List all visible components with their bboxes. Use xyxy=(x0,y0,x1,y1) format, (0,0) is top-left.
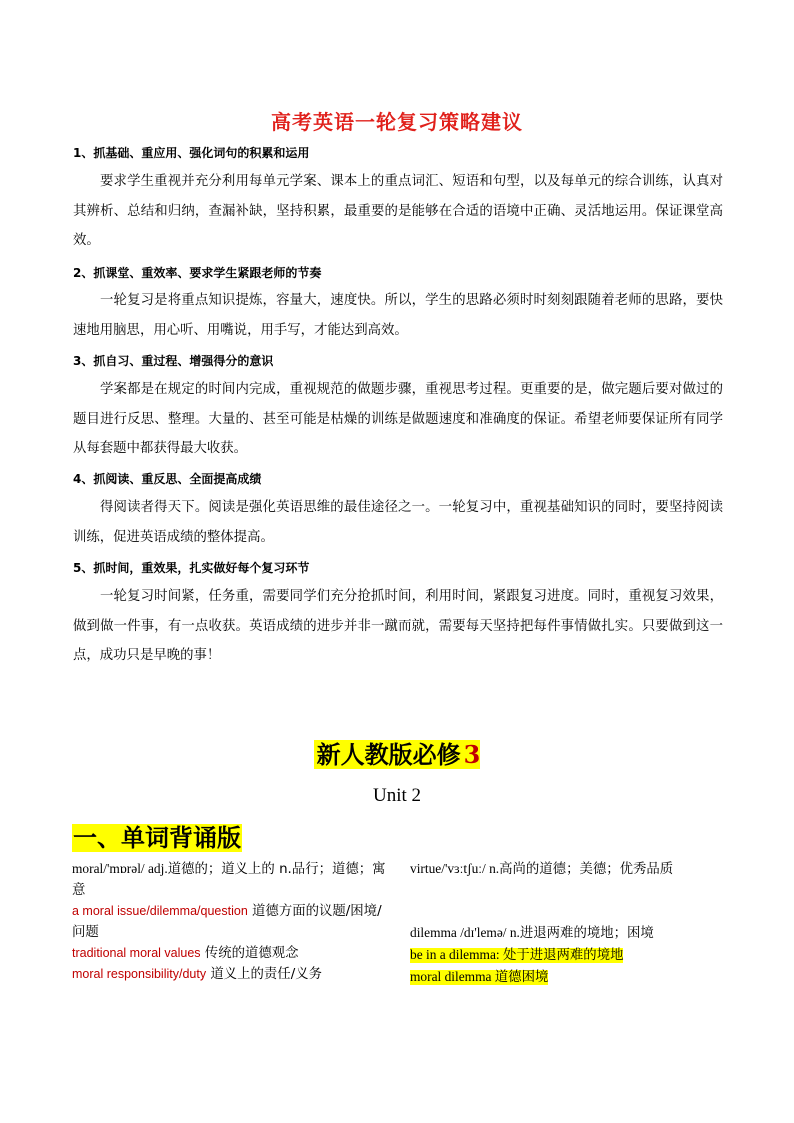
phrase-moral-responsibility xyxy=(72,964,390,985)
word-dilemma-meaning: 进退两难的境地；困境 xyxy=(519,926,654,941)
word-moral: moral/'mɒrəl/ adj. xyxy=(72,861,168,876)
unit-subtitle: Unit 2 xyxy=(372,785,422,806)
vocab-right-column xyxy=(410,858,730,988)
phrase-moral-responsibility-cn: 道义上的责任/义务 xyxy=(206,967,322,982)
phrase-moral-issue-cn: 道德方面的议题/困境/问题 xyxy=(72,904,382,940)
phrase-traditional-values xyxy=(72,943,390,964)
vocab-heading-text: 一、单词背诵版 xyxy=(73,824,241,852)
unit-title-number: 3 xyxy=(463,740,481,769)
word-virtue-meaning: 高尚的道德；美德；优秀品质 xyxy=(499,862,674,877)
section-body-1: 要求学生重视并充分利用每单元学案、课本上的重点词汇、短语和句型，以及每单元的综合训练，认真对其辨析、总结和归纳，查漏补缺，坚持积累，最重要的是能够在合适的语境中正确、灵活地运用。保证课堂高效。 xyxy=(73,174,723,248)
section-body-3: 学案都是在规定的时间内完成，重视规范的做题步骤，重视思考过程。更重要的是，做完题后要对做过的题目进行反思、整理。大量的、甚至可能是枯燥的训练是做题速度和准确度的保证。希望老师要保证所有同学从每套题中都获得最大收获。 xyxy=(73,382,723,456)
example-be-in-dilemma-en: be in a dilemma: xyxy=(410,947,503,962)
unit-title xyxy=(0,735,794,770)
phrase-moral-issue xyxy=(72,901,390,943)
word-moral-meaning: 道德的；道义上的 n.品行；道德；寓意 xyxy=(72,862,386,898)
spacer xyxy=(410,880,730,901)
phrase-moral-issue-en: a moral issue/dilemma/question xyxy=(72,904,248,918)
vocab-entry-dilemma xyxy=(410,922,730,944)
example-moral-dilemma-cn: 道德困境 xyxy=(494,970,549,985)
spacer xyxy=(410,901,730,922)
section-heading-2: 2、抓课堂、重效率、要求学生紧跟老师的节奏 xyxy=(73,266,322,280)
word-dilemma: dilemma /dɪ'lemə/ n. xyxy=(410,925,520,940)
vocab-heading xyxy=(72,818,242,853)
page-title: 高考英语一轮复习策略建议 xyxy=(271,110,523,134)
example-be-in-dilemma-cn: 处于进退两难的境地 xyxy=(502,948,624,963)
word-virtue: virtue/'vɜːtʃuː/ n. xyxy=(410,861,500,876)
section-body-2: 一轮复习是将重点知识提炼，容量大，速度快。所以，学生的思路必须时时刻刻跟随着老师的思路，要快速地用脑思，用心听、用嘴说，用手写，才能达到高效。 xyxy=(73,293,723,338)
example-moral-dilemma xyxy=(410,966,730,988)
section-heading-1: 1、抓基础、重应用、强化词句的积累和运用 xyxy=(73,146,310,160)
example-moral-dilemma-en: moral dilemma xyxy=(410,969,495,984)
vocab-entry-virtue xyxy=(410,858,730,880)
section-heading-5: 5、抓时间，重效果，扎实做好每个复习环节 xyxy=(73,561,310,575)
section-body-5: 一轮复习时间紧，任务重，需要同学们充分抢抓时间，利用时间，紧跟复习进度。同时，重视复习效果，做到做一件事，有一点收获。英语成绩的进步并非一蹴而就，需要每天坚持把每件事情做扎实。只要做到这一点，成功只是早晚的事！ xyxy=(73,589,723,663)
phrase-moral-responsibility-en: moral responsibility/duty xyxy=(72,967,207,981)
example-be-in-dilemma xyxy=(410,944,730,966)
section-heading-3: 3、抓自习、重过程、增强得分的意识 xyxy=(73,354,274,368)
section-body-4: 得阅读者得天下。阅读是强化英语思维的最佳途径之一。一轮复习中，重视基础知识的同时，要坚持阅读训练，促进英语成绩的整体提高。 xyxy=(73,500,723,545)
unit-title-text: 新人教版必修 xyxy=(314,740,464,769)
vocab-left-column xyxy=(72,858,390,985)
section-heading-4: 4、抓阅读、重反思、全面提高成绩 xyxy=(73,472,262,486)
phrase-traditional-values-en: traditional moral values xyxy=(72,946,201,960)
phrase-traditional-values-cn: 传统的道德观念 xyxy=(200,946,299,961)
vocab-entry-moral xyxy=(72,858,390,901)
